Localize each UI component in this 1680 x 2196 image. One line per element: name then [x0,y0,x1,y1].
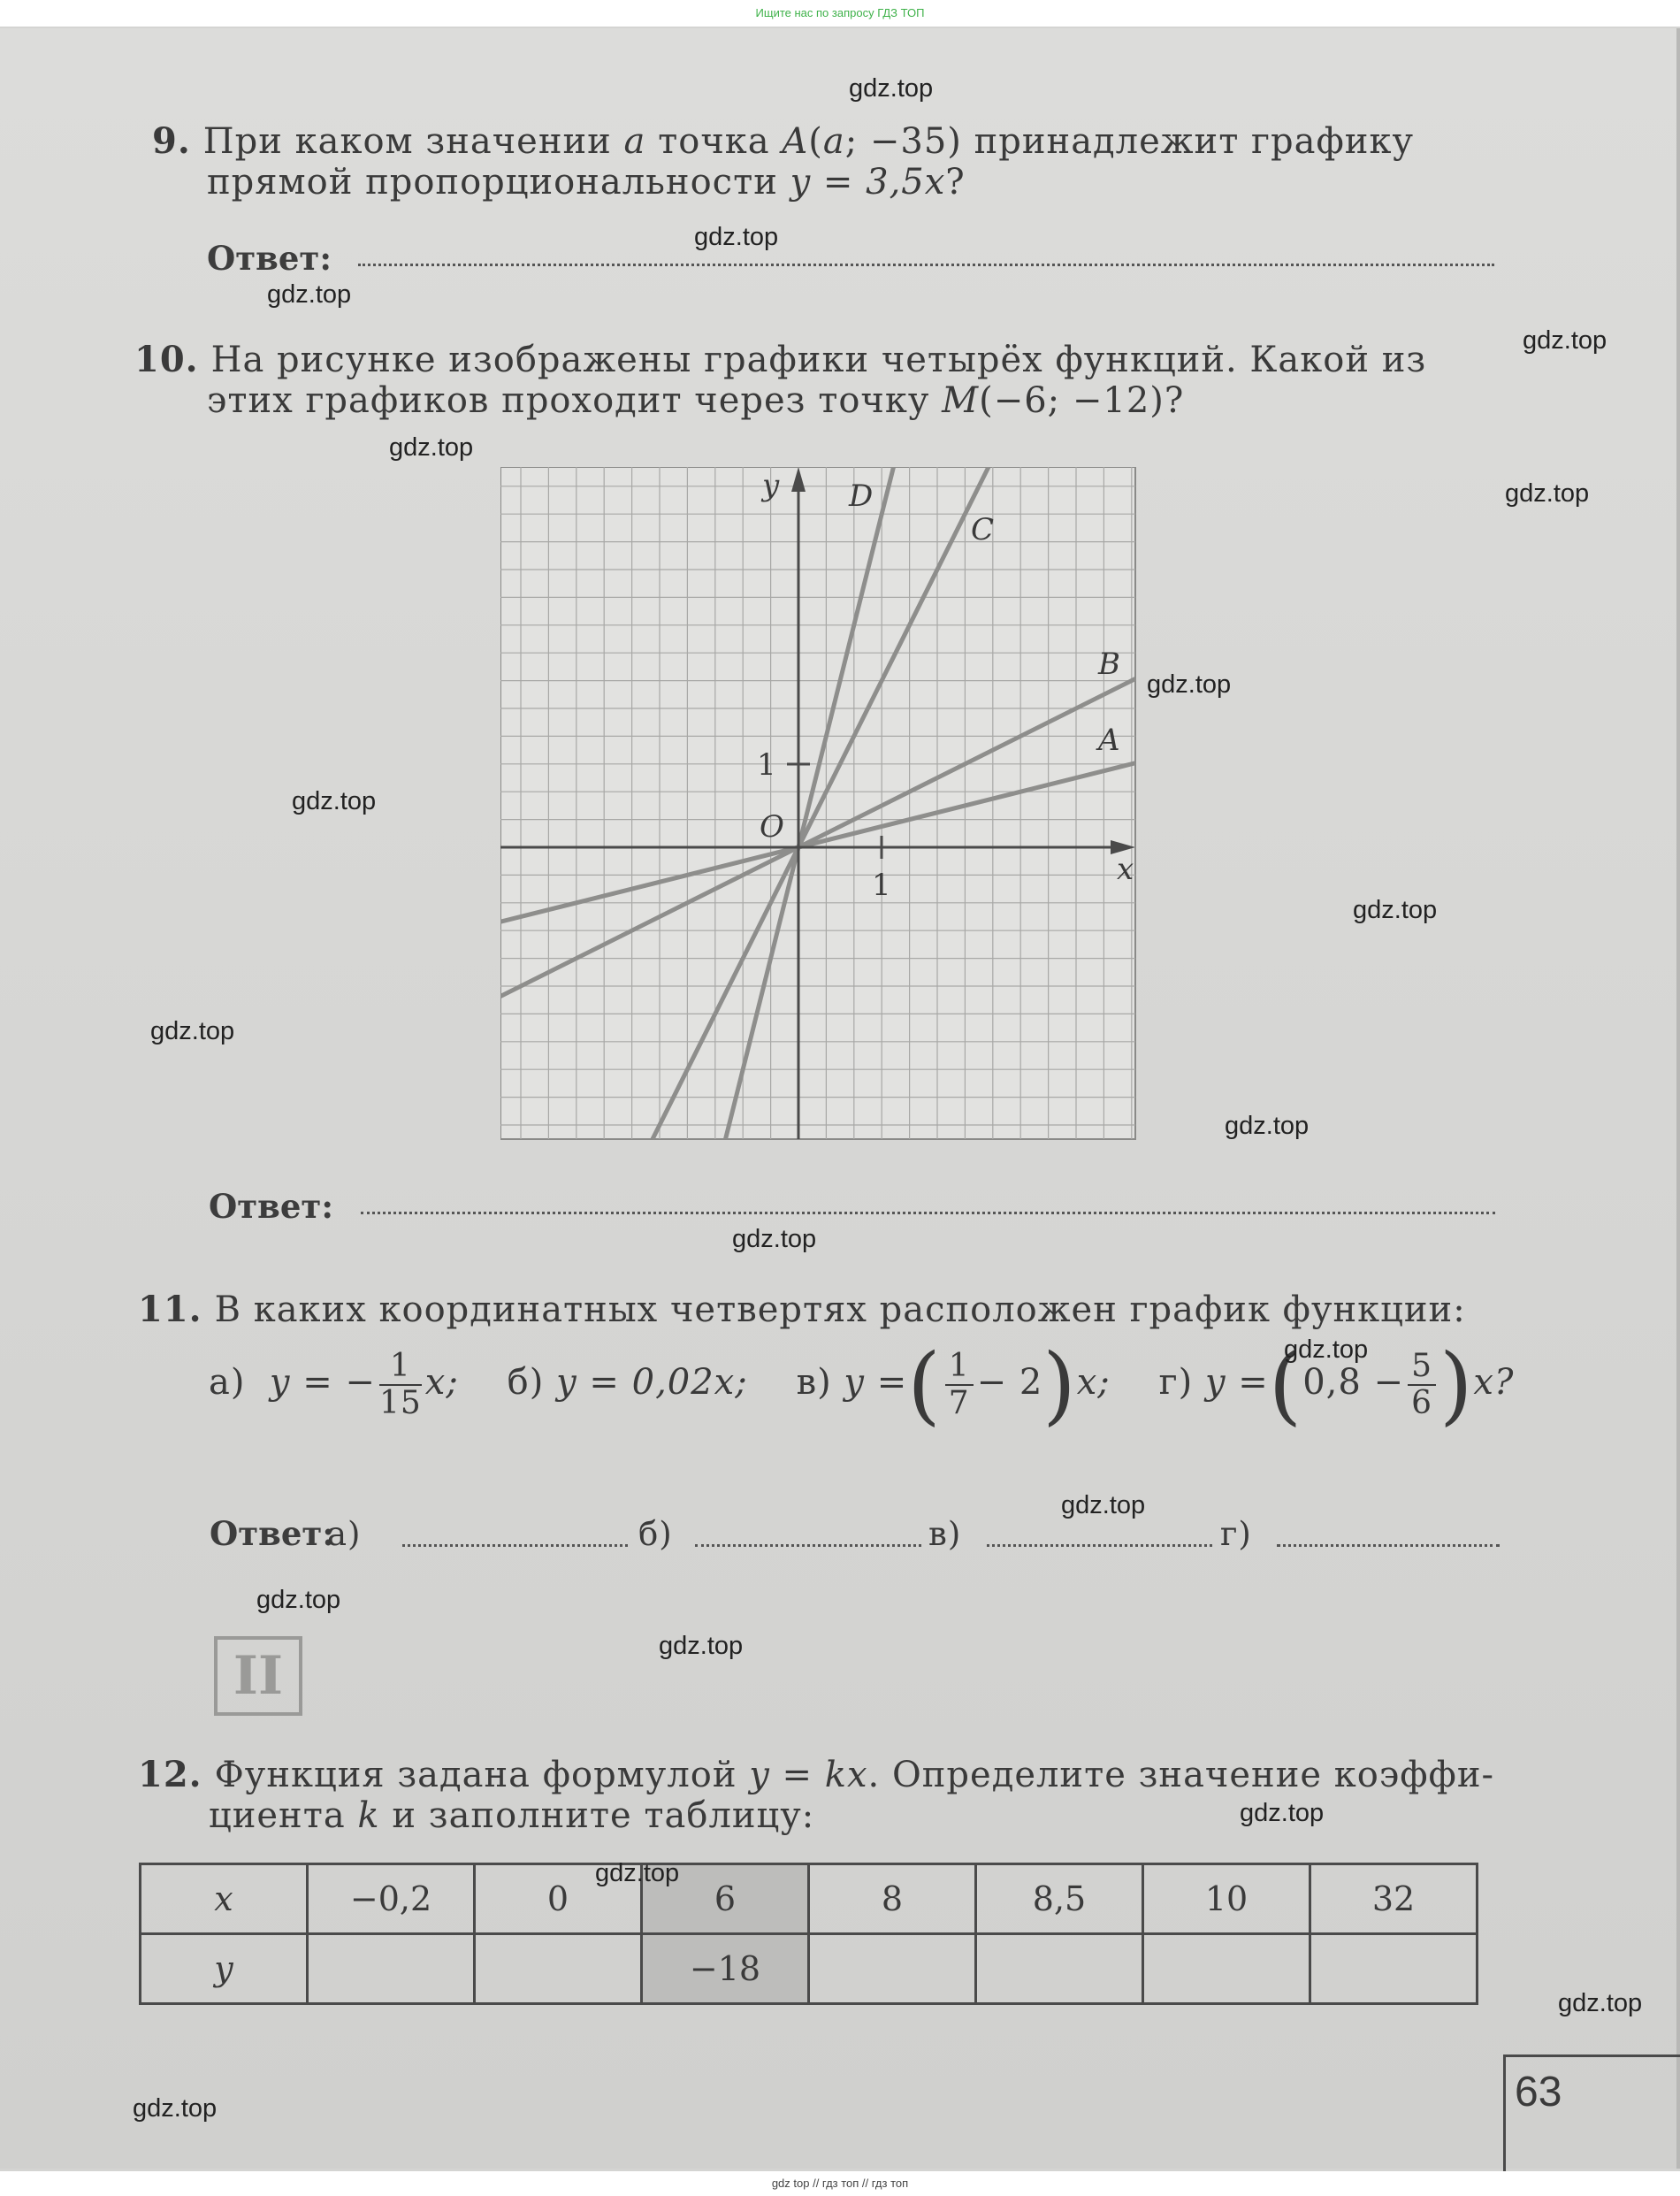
answer-v-label: в) [928,1515,962,1553]
answer-line-9[interactable] [358,264,1494,266]
option-g-formula: 0,8 − [1302,1362,1405,1403]
kx-table [139,1863,1478,2005]
top-banner-text: Ищите нас по запросу ГДЗ ТОП [755,6,925,19]
task-9-text: ( [808,121,823,162]
option-v-fraction [945,1349,974,1421]
header-text: y [214,1949,233,1988]
frac-den: 6 [1411,1385,1432,1421]
task-9 [152,121,1414,203]
watermark: gdz.top [1558,1989,1643,2017]
line-label-d: D [849,478,874,514]
table-input-cell[interactable] [308,1934,475,2004]
task-9-text: точка [645,121,783,162]
task-12-number: 12. [138,1754,202,1795]
task-9-text: ? [945,162,966,203]
task-12-text: Функция задана формулой [214,1755,750,1795]
task-10 [134,340,1426,421]
table-cell: −0,2 [308,1864,475,1934]
task-9-text: При каком значении [202,121,624,162]
option-g-fraction [1408,1349,1436,1421]
task-11-number: 11. [138,1289,202,1330]
watermark: gdz.top [1284,1335,1369,1364]
line-label-a: A [1098,723,1120,758]
table-cell: −18 [642,1934,809,2004]
y-axis-label: y [762,468,780,503]
watermark: gdz.top [1353,896,1438,924]
option-v-formula: x; [1076,1362,1111,1403]
watermark: gdz.top [267,280,352,309]
table-cell: 8,5 [976,1864,1143,1934]
watermark: gdz.top [292,787,377,815]
option-v-label: в) [796,1362,832,1403]
table-header-y [141,1934,308,2004]
watermark: gdz.top [595,1859,680,1887]
table-cell: 0 [475,1864,642,1934]
watermark: gdz.top [1240,1799,1325,1827]
frac-den: 15 [378,1385,422,1421]
y-unit-label: 1 [757,747,776,783]
option-a-label: а) [209,1362,246,1403]
section-marker: II [214,1636,302,1716]
option-v-formula: − 2 [976,1362,1043,1403]
top-banner[interactable] [0,0,1680,27]
answer-label-10: Ответ: [209,1187,333,1226]
origin-label: O [760,809,784,845]
answer-b-label: б) [638,1515,673,1553]
watermark: gdz.top [389,433,474,462]
option-a-fraction [379,1349,422,1421]
task-12-text: циента [209,1795,358,1836]
task-9-number: 9. [152,120,191,162]
table-input-cell[interactable] [976,1934,1143,2004]
watermark: gdz.top [1225,1112,1310,1140]
watermark: gdz.top [849,74,934,103]
table-header-x [141,1864,308,1934]
line-label-c: C [971,512,995,547]
option-v-formula: y = [844,1362,908,1403]
task-9-point: A [782,121,809,162]
option-g-formula: x? [1473,1362,1515,1403]
answer-label-11: Ответ: [210,1514,334,1553]
task-11-options: а) y = − $\frac{1}{15}$ x; б) y = 0,02x; в) y =( $\frac{1}{7}$ − 2)x; г) y =(0,8 − $\frac{5}{6}$ )x? [209,1335,1515,1435]
header-text: x [214,1879,233,1918]
table-input-cell[interactable] [1143,1934,1310,2004]
watermark: gdz.top [1505,479,1590,508]
task-10-text: На рисунке изображены графики четырёх функций. Какой из [210,340,1427,380]
answer-line-a[interactable] [402,1544,628,1547]
watermark: gdz.top [659,1632,744,1660]
frac-den: 7 [948,1385,970,1421]
x-unit-label: 1 [872,868,891,903]
watermark: gdz.top [694,223,779,251]
answer-g-label: г) [1220,1515,1252,1553]
page-number: 63 [1515,2069,1562,2116]
option-b-label: б) [507,1362,545,1403]
watermark: gdz.top [256,1586,341,1614]
page-number-box [1503,2054,1680,2172]
option-b-formula: y = 0,02x; [556,1362,748,1403]
table-input-cell[interactable] [809,1934,976,2004]
table-cell: 8 [809,1864,976,1934]
task-9-text: прямой пропорциональности [207,162,790,203]
answer-line-g[interactable] [1277,1544,1500,1547]
answer-line-10[interactable] [361,1212,1495,1214]
task-10-point: M [942,380,980,421]
line-label-b: B [1098,647,1120,682]
task-9-text: ; −35) принадлежит графику [844,121,1414,162]
task-10-text: (−6; −12)? [979,380,1185,421]
table-input-cell[interactable] [1310,1934,1478,2004]
answer-line-b[interactable] [695,1544,921,1547]
table-input-cell[interactable] [475,1934,642,2004]
task-10-text: этих графиков проходит через точку [207,380,943,421]
bottom-banner[interactable] [0,2171,1680,2196]
task-12-text: . Определите значение коэффи- [867,1755,1495,1795]
watermark: gdz.top [133,2094,218,2123]
table-cell: 32 [1310,1864,1478,1934]
frac-num: 1 [379,1349,422,1386]
task-11 [138,1289,1466,1330]
frac-num: 1 [945,1349,974,1386]
task-12-text: и заполните таблицу: [379,1795,815,1836]
task-12-formula: y = kx [749,1755,868,1795]
task-9-formula: y = 3,5x [790,162,946,203]
watermark: gdz.top [732,1225,817,1253]
bottom-banner-text: gdz top // гдз топ // гдз топ [771,2177,909,2190]
option-g-formula: y = [1204,1362,1269,1403]
task-9-var: a [822,121,845,162]
x-axis-label: x [1117,852,1134,887]
answer-label-9: Ответ: [207,239,332,278]
graph-frame [500,467,1135,1139]
task-10-number: 10. [134,339,199,380]
table-cell: 10 [1143,1864,1310,1934]
watermark: gdz.top [150,1017,235,1045]
table-cell: 6 [642,1864,809,1934]
answer-line-v[interactable] [987,1544,1212,1547]
frac-num: 5 [1408,1349,1436,1386]
option-g-label: г) [1158,1362,1194,1403]
task-11-text: В каких координатных четвертях расположен график функции: [214,1289,1466,1330]
watermark: gdz.top [1147,670,1232,699]
option-a-formula: y = − [269,1362,376,1403]
watermark: gdz.top [1523,326,1607,355]
answer-a-label: а) [327,1515,362,1553]
table-row-y [141,1934,1478,2004]
function-graph [500,467,1137,1141]
task-12-var: k [357,1795,380,1836]
watermark: gdz.top [1061,1491,1146,1519]
table-row-x [141,1864,1478,1934]
task-9-var: a [623,121,646,162]
option-a-formula: x; [424,1362,459,1403]
